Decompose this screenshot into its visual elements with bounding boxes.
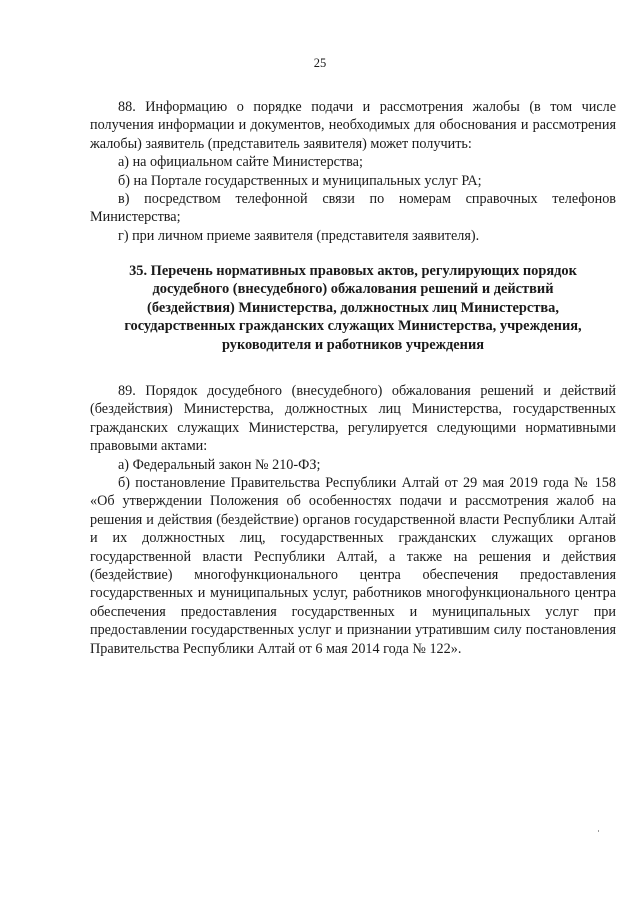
section-88-item-d: г) при личном приеме заявителя (представителя заявителя). (118, 227, 480, 244)
section-89-item-b: б) постановление Правительства Республики Алтай от 29 мая 2019 года № 158 «Об утверждении Положения об особенностях подачи и рассмотрения жалоб на решения и действия (бездействие) органов государственной власти Республики Алтай и их должностных лиц, государственных гражданских служащих органов государственной власти Республики Алтай, а также на решения и действия (бездействие) многофункционального центра обеспечения предоставления государственных и муниципальных услуг, работников многофункционального центра обеспечения предоставления государственных и муниципальных услуг при предоставлении государственных услуг и признании утратившим силу постановления Правительства Республики Алтай от 6 мая 2014 года № 122». (90, 475, 616, 657)
section-88 (90, 98, 616, 245)
page-number: 25 (313, 56, 327, 70)
section-35-heading: 35. Перечень нормативных правовых актов, регулирующих порядок досудебного (внесудебного) обжалования решений и действий (бездействия) Министерства, должностных лиц Министерства, государственных гражданских служащих Министерства, учреждения, руководителя и работников учреждения (124, 263, 582, 353)
section-88-intro: 88. Информацию о порядке подачи и рассмотрения жалобы (в том числе получения информации и документов, необходимых для обоснования и рассмотрения жалобы) заявитель (представитель заявителя) может получить: (90, 99, 616, 152)
section-88-item-c: в) посредством телефонной связи по номерам справочных телефонов Министерства; (90, 191, 616, 226)
section-88-item-b: б) на Портале государственных и муниципальных услуг РА; (118, 172, 482, 189)
section-88-item-a: а) на официальном сайте Министерства; (118, 154, 363, 171)
section-89-item-a: а) Федеральный закон № 210-ФЗ; (118, 456, 321, 473)
section-89-intro: 89. Порядок досудебного (внесудебного) обжалования решений и действий (бездействия) Министерства, должностных лиц Министерства, государственных гражданских служащих Министерства, регулируется следующими нормативными правовыми актами: (90, 383, 616, 455)
scan-speck (598, 830, 599, 832)
section-89 (90, 382, 616, 658)
